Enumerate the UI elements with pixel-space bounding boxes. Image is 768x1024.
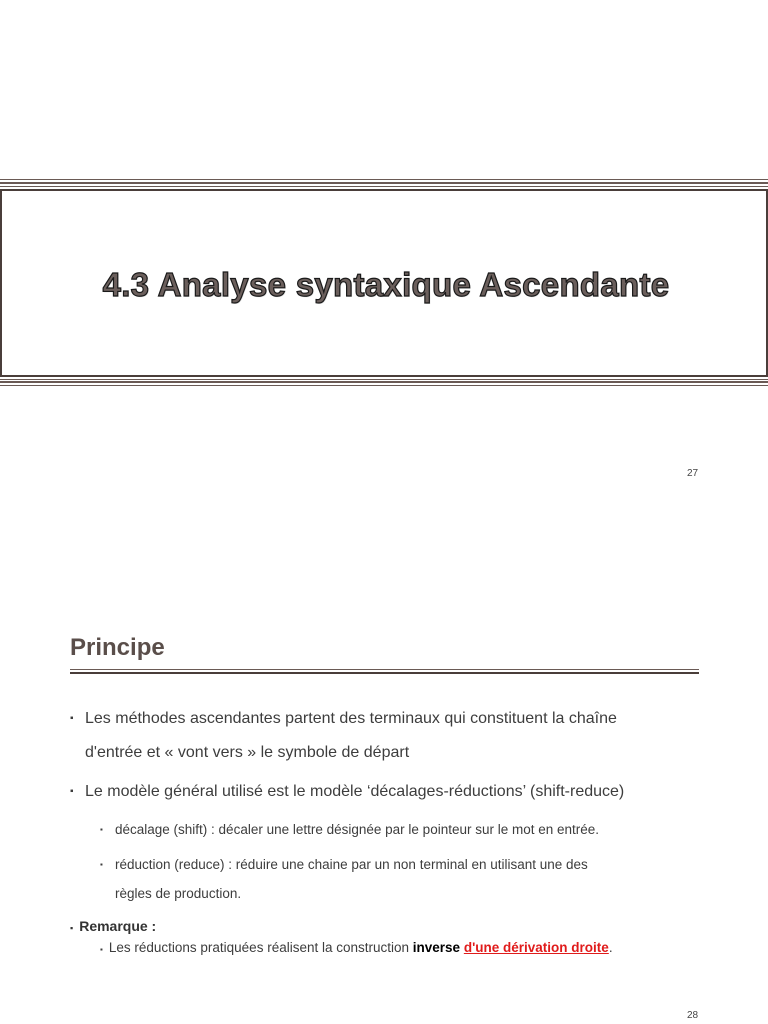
frame-rule-bottom-thin: [0, 385, 768, 386]
note-text: Les réductions pratiquées réalisent la construction: [108, 940, 413, 955]
bullet-text-line1: Les méthodes ascendantes partent des terminaux qui constituent la chaîne: [85, 710, 617, 727]
bullet-marker: ▪: [70, 786, 74, 797]
page-number-27: 27: [687, 468, 699, 479]
remark-label: Remarque :: [79, 918, 157, 934]
frame-rule-top: [0, 182, 768, 184]
sub-bullet-marker: ▪: [100, 825, 103, 834]
frame-rule-bottom: [0, 381, 768, 383]
remark-label-row: [70, 918, 156, 934]
note-emphasis: inverse: [412, 940, 461, 955]
bullet-text-line2: d'entrée et « vont vers » le symbole de départ: [85, 744, 410, 761]
bullet-shift-reduce-model: [70, 775, 710, 809]
remark-marker: ▪: [70, 923, 74, 933]
note-highlight: d'une dérivation droite: [463, 940, 609, 955]
section-heading: Principe: [70, 634, 165, 661]
slide-title: 4.3 Analyse syntaxique Ascendante: [102, 266, 670, 303]
heading-rule: [70, 672, 699, 674]
sub-bullet-marker: ▪: [100, 860, 103, 869]
sub-bullet-text-line2: règles de production.: [115, 886, 242, 901]
frame-rule-top-inner: [0, 186, 768, 187]
page-number-28: 28: [687, 1010, 699, 1021]
bullet-ascending-methods: [70, 702, 710, 770]
sub-bullet-reduce: [100, 850, 700, 908]
heading-rule-thin: [70, 669, 699, 670]
sub-bullet-text-line1: réduction (reduce) : réduire une chaine par un non terminal en utilisant une des: [115, 857, 588, 872]
sub-bullet-text-line1: décalage (shift) : décaler une lettre désignée par le pointeur sur le mot en entrée.: [115, 822, 600, 837]
note-end: .: [608, 940, 613, 955]
remark-note: [100, 940, 613, 955]
bullet-text-line1: Le modèle général utilisé est le modèle ‘décalages-réductions’ (shift-reduce): [85, 783, 625, 800]
title-box: [0, 189, 768, 377]
note-marker: ▪: [100, 945, 103, 954]
sub-bullet-shift: [100, 815, 700, 844]
frame-rule-bottom-inner: [0, 379, 768, 380]
title-slide-frame: [0, 179, 768, 387]
frame-rule-top-thin: [0, 179, 768, 180]
bullet-marker: ▪: [70, 713, 74, 724]
